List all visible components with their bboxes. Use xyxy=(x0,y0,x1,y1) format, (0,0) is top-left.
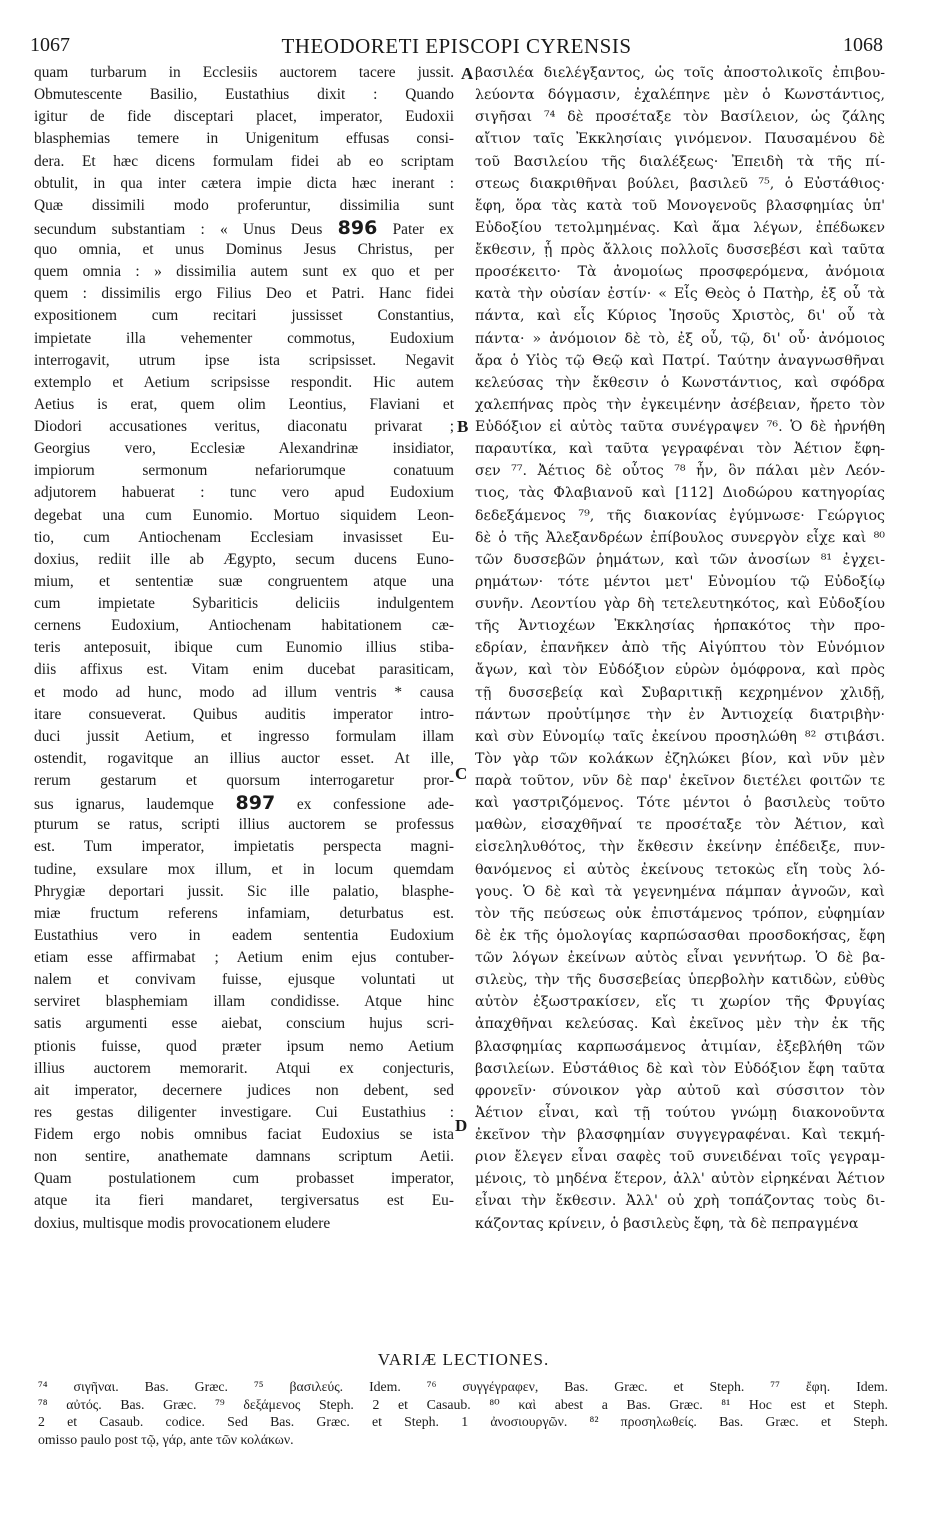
latin-text-line: illius auctorem memorarit. Atqui ex conjecturis, xyxy=(34,1059,454,1077)
latin-text-line: quam turbarum in Ecclesiis auctorem tacere jussit. xyxy=(34,64,454,81)
greek-text-line: τοῦ Βασιλείου τῆς διαλέξεως· Ἐπειδὴ τὰ τῆς πί- xyxy=(475,153,885,170)
latin-text-line: interrogavit, utrum ipse ista scripsisset. Negavit xyxy=(34,351,454,369)
latin-text-line: extemplo et Aetium scripsisse respondit. Hic autem xyxy=(34,373,454,391)
greek-text-line: Τὸν γὰρ τῶν κολάκων ἐζηλώκει βίον, καὶ νῦν μὲν xyxy=(475,750,885,767)
greek-text-line: δὲ ἐκ τῆς ὁμολογίας καρπώσασθαι προσδοκήσας, ἔφη xyxy=(475,927,885,944)
variae-lectiones-title: VARIÆ LECTIONES. xyxy=(377,1350,550,1369)
greek-text-line: ἔφη, ὅρα τὰς κατὰ τοῦ Μονογενοῦς βλασφημίας ὑπ' xyxy=(475,197,885,214)
greek-text-line: χαλεπήνας πρὸς τὴν ἐγκειμένην ἀσέβειαν, ἤρετο τὸν xyxy=(475,396,885,413)
greek-text-line: κατὰ τὴν οὐσίαν ἐστίν· « Εἷς Θεὸς ὁ Πατὴρ, ἐξ οὗ τὰ xyxy=(475,286,885,303)
latin-text-line: igitur de fide disceptari placet, imperator, Eudoxii xyxy=(34,108,454,126)
greek-text-line: καὶ γαστριζόμενος. Τότε μέντοι ὁ βασιλεὺς τοῦτο xyxy=(475,795,885,812)
greek-text-line: θανόμενος εἰ αὐτὸς ἐκείνους τετοκὼς εἴη τοὺς λό- xyxy=(475,861,885,878)
latin-text-line: Phrygiæ deportari jussit. Sic ille palatio, blasphe- xyxy=(34,882,454,900)
page-number-left: 1067 xyxy=(30,34,70,56)
column-number-marker: 896 xyxy=(337,216,378,239)
latin-text-line: Aetius is erat, quem olim Leontius, Flaviani et xyxy=(34,395,454,413)
latin-text-line: satis argumenti esse aiebat, conscium hujus scri- xyxy=(34,1015,454,1033)
latin-text-line: et modo ad hunc, modo ad illum ventris * causa xyxy=(34,683,454,701)
greek-text-line: ἐκεῖνον τὴν βλασφημίαν συγγεγραφέναι. Καὶ τεκμή- xyxy=(475,1127,885,1143)
latin-text-line: ptionis fuisse, quod præter ipsum nemo Aetium xyxy=(34,1037,454,1055)
column-number-marker: 897 xyxy=(235,792,276,815)
latin-text-line: Obmutescente Basilio, Eustathius dixit : Quando xyxy=(34,86,454,104)
greek-text-line: δὲ ὁ τῆς Ἀλεξανδρέων ἐπίβουλος συνεργὸν εἶχε καὶ ⁸⁰ xyxy=(475,529,885,546)
latin-text-line: ostendit, rogavitque an illius auctor esset. At ille, xyxy=(34,749,454,767)
latin-text-line: cernens Eudoxium, Antiochenam habitationem cæ- xyxy=(34,617,454,635)
greek-text-line: βασιλείων. Εὐστάθιος δὲ καὶ τὸν Εὐδόξιον ἔφη ταῦτα xyxy=(475,1060,885,1077)
greek-text-line: βασιλέα διελέγξαντος, ὡς τοῖς ἀποστολικοῖς ἐπιβου- xyxy=(475,65,885,81)
greek-text-line: εἶναι τὴν ἔκθεσιν. Ἀλλ' οὐ χρὴ τοπάζοντας τοὺς δι- xyxy=(475,1193,885,1210)
latin-text-column xyxy=(34,62,454,1346)
latin-text-line: quo omnia, et unus Dominus Jesus Christus, per xyxy=(34,241,454,258)
greek-text-line: σιγῆσαι ⁷⁴ δὲ προσέταξε τὸν Βασίλειον, ὡς ζάλης xyxy=(475,109,885,126)
latin-text-line: blasphemias temere in Unigenitum effusas consi- xyxy=(34,130,454,148)
latin-text-line: Fidem ergo nobis omnibus faciat Eudoxius se ista xyxy=(34,1126,454,1143)
greek-text-line: βλασφημίας καρπωσάμενος ἀτιμίαν, ἐξεβλήθη τῶν xyxy=(475,1038,885,1055)
margin-letter-a: A xyxy=(461,64,474,83)
greek-text-line: αὐτὸν ἐξωστρακίσεν, εἴς τι χωρίον τῆς Φρυγίας xyxy=(475,994,885,1011)
latin-text-line: expositionem cum recitari jussisset Constantius, xyxy=(34,307,454,325)
greek-text-line: ἄγων, καὶ τὸν Εὐδόξιον εὑρὼν ὁμόφρονα, καὶ πρὸς xyxy=(475,662,885,679)
margin-letter-d: D xyxy=(455,1116,468,1135)
greek-text-line: τὸν τῆς πεύσεως οὐκ ἐπιστάμενος τρόπον, εὐφημίαν xyxy=(475,905,885,922)
greek-text-line: γους. Ὁ δὲ καὶ τὰ γεγενημένα πάμπαν ἀγνοῶν, καὶ xyxy=(475,883,885,900)
greek-text-line: παρὰ τοῦτον, νῦν δὲ παρ' ἐκεῖνον διετέλει φοιτῶν τε xyxy=(475,773,885,789)
latin-text-line: atque ita fieri mandaret, tergiversatus est Eu- xyxy=(34,1192,454,1210)
greek-text-line: στεως διακριθῆναι βούλει, βασιλεῦ ⁷⁵, ὁ Εὐστάθιος· xyxy=(475,175,885,192)
margin-letter-b: B xyxy=(457,417,469,436)
latin-text-line: Quam postulationem cum probasset imperator, xyxy=(34,1170,454,1188)
greek-text-line: Εὐδόξιον εἰ αὐτὸς ταῦτα συνέγραψεν ⁷⁶. Ὁ δὲ ἠρνήθη xyxy=(475,419,885,435)
greek-text-line: παραυτίκα, καὶ ταῦτα γεγραφέναι τὸν Ἀέτιον ἔφη- xyxy=(475,441,885,458)
greek-text-line: εἰσεληλυθότος, τὴν ἔκθεσιν ἐκείνην ἐπέδειξε, πυν- xyxy=(475,839,885,856)
latin-text-line: Diodori accusationes veritus, diaconatu privarat ; xyxy=(34,418,454,435)
greek-text-line: ἀπαχθῆναι κελεύσας. Καὶ ἐκεῖνος μὲν τὴν ἐκ τῆς xyxy=(475,1016,885,1033)
latin-text-line: etiam esse affirmabat ; Aetium enim ejus contuber- xyxy=(34,949,454,966)
latin-text-line: duci jussit Aetium, et ingresso formulam illam xyxy=(34,727,454,745)
latin-text-line: impiorum sermonum nefariorumque conatuum xyxy=(34,462,454,480)
latin-text-line: obtulit, in qua inter cætera impie dicta hæc inerant : xyxy=(34,174,454,192)
greek-text-line: Ἀέτιον εἶναι, καὶ τῇ τούτου γνώμῃ διακονοῦντα xyxy=(475,1104,885,1121)
margin-letter-c: C xyxy=(455,764,468,783)
latin-text-line: teris anteposuit, ibique cum Eunomio illius stiba- xyxy=(34,639,454,657)
greek-text-line: πάντα· » ἀνόμοιον δὲ τὸ, ἐξ οὗ, τῷ, δι' οὗ· ἀνόμοιος xyxy=(475,330,885,347)
variant-note-line: omisso paulo post τῷ, γάρ, ante τῶν κολάκων. xyxy=(38,1431,294,1447)
greek-text-line: ρημάτων· τότε μέντοι μετ' Εὐνομίου τῷ Εὐδοξίῳ xyxy=(475,573,885,590)
latin-text-line: Quæ dissimili modo proferuntur, dissimilia sunt xyxy=(34,196,454,214)
latin-text-line: miæ fructum referens infamiam, deturbatus est. xyxy=(34,904,454,922)
latin-text-line: secundum substantiam : « Unus Deus 896 Pater ex xyxy=(34,216,454,239)
greek-text-line: Εὐδοξίου τετολμημένας. Καὶ ἅμα λέγων, ἐπέδωκεν xyxy=(475,219,885,236)
variant-note-line: 2 et Casaub. codice. Sed Bas. Græc. et Steph. 1 ἀνοσιουργῶν. ⁸² προσηλωθείς. Bas. Græc. et Steph. xyxy=(38,1414,888,1429)
variant-readings-notes xyxy=(38,1378,888,1448)
greek-text-line: φρονεῖν· σύνοικον γὰρ αὐτοῦ καὶ σύσσιτον τὸν xyxy=(475,1082,885,1099)
latin-text-line: tudine, exsulare mox illum, et in locum quemdam xyxy=(34,860,454,878)
greek-text-line: κάζοντας κρίνειν, ὁ βασιλεὺς ἔφη, τὰ δὲ πεπραγμένα xyxy=(475,1215,859,1232)
greek-text-line: κελεύσας τὴν ἔκθεσιν ὁ Κωνστάντιος, καὶ σφόδρα xyxy=(475,374,885,391)
latin-text-line: dera. Et hæc dicens formulam fidei ab eo scriptam xyxy=(34,152,454,170)
greek-text-line: δεδεξάμενος ⁷⁹, τῆς διακονίας ἐγύμνωσε· Γεώργιος xyxy=(475,507,885,524)
greek-text-line: αἴτιον ταῖς Ἐκκλησίαις γινόμενον. Παυσαμένου δὲ xyxy=(475,131,885,148)
latin-text-line: ait imperator, decernere judices non debent, sed xyxy=(34,1081,454,1099)
greek-text-line: πάντων προὐτίμησε τὴν ἐν Ἀντιοχείᾳ διατριβὴν· xyxy=(475,706,885,723)
greek-text-line: εδρίαν, ἐπανῆκεν ἀπὸ τῆς Αἰγύπτου τὸν Εὐνόμιον xyxy=(475,640,885,657)
greek-text-line: λεύοντα δόγμασιν, ἐχαλέπηνε μὲν ὁ Κωνστάντιος, xyxy=(475,87,885,104)
latin-text-line: quem omnia : » dissimilia autem sunt ex quo et per xyxy=(34,263,454,281)
latin-text-line: itare consueverat. Quibus auditis imperator intro- xyxy=(34,705,454,723)
latin-text-line: tio, cum Antiochenam Ecclesiam invasisset Eu- xyxy=(34,528,454,546)
latin-text-line: diis affixus est. Vitam enim ducebat parasiticam, xyxy=(34,661,454,679)
greek-text-line: σιλεὺς, τὴν τῆς δυσσεβείας ὑπερβολὴν κατιδὼν, εὐθὺς xyxy=(475,972,885,989)
greek-text-line: τῶν λόγων ἐκείνων αὐτὸς εἶναι γεννήτωρ. Ὁ δὲ βα- xyxy=(475,950,885,966)
page-number-right: 1068 xyxy=(843,34,883,56)
latin-text-line: mium, et sententiæ suæ congruentem atque una xyxy=(34,572,454,590)
latin-text-line: impietate illa vehementer commotus, Eudoxium xyxy=(34,329,454,347)
latin-text-line: cum impietate Sybariticis deliciis indulgentem xyxy=(34,595,454,612)
greek-text-line: σεν ⁷⁷. Ἀέτιος δὲ οὗτος ⁷⁸ ἦν, ὃν πάλαι μὲν Λεόν- xyxy=(475,463,885,480)
latin-text-line: pturum se ratus, scripti illius auctorem se professus xyxy=(34,816,454,834)
latin-text-line: quem : dissimilis ergo Filius Deo et Patri. Hanc fidei xyxy=(34,285,454,303)
greek-text-line: πάντα, καὶ εἷς Κύριος Ἰησοῦς Χριστὸς, δι' οὗ τὰ xyxy=(475,308,885,325)
latin-text-line: nalem et convivam fuisse, ejusque voluntati ut xyxy=(34,971,454,989)
greek-text-column xyxy=(475,62,885,1346)
latin-text-line: est. Tum imperator, impietatis perspecta magni- xyxy=(34,838,454,856)
greek-text-line: τιος, τὰς Φλαβιανοῦ καὶ [112] Διοδώρου κατηγορίας xyxy=(475,485,885,502)
latin-text-line: sus ignarus, laudemque 897 ex confessione ade- xyxy=(34,792,454,815)
latin-text-line: degebat una cum Eunomio. Mortuo siquidem Leon- xyxy=(34,506,454,524)
greek-text-line: ἄρα ὁ Υἱὸς τῷ Θεῷ καὶ Πατρί. Ταύτην ἀναγνωσθῆναι xyxy=(475,352,885,369)
variant-note-line: ⁷⁸ αὐτός. Bas. Græc. ⁷⁹ δεξάμενος Steph. 2 et Casaub. ⁸⁰ καὶ abest a Bas. Græc. ⁸¹ Hoc est et Steph. xyxy=(38,1396,888,1412)
latin-text-line: rerum gestarum et quorsum interrogaretur pror- xyxy=(34,772,454,789)
greek-text-line: προσέκειτο· Τὰ ἀνομοίως προσφερόμενα, ἀνόμοια xyxy=(475,264,885,281)
greek-text-line: μαθὼν, εἰσαχθῆναί τε προσέταξε τὸν Ἀέτιον, καὶ xyxy=(475,817,885,834)
greek-text-line: μένοις, τὸ μηδένα ἕτερον, ἀλλ' αὐτὸν εἰρηκέναι Ἀέτιον xyxy=(475,1171,885,1188)
greek-text-line: ἔκθεσιν, ᾗ πρὸς ἄλλοις πολλοῖς δυσσεβέσι καὶ ταῦτα xyxy=(475,242,885,258)
latin-text-line: doxius, rediit ille ab Ægypto, secum ducens Euno- xyxy=(34,550,454,568)
latin-text-line: res gestas diligenter investigare. Cui Eustathius : xyxy=(34,1103,454,1121)
greek-text-line: τῶν δυσσεβῶν ῥημάτων, καὶ τῶν ἀνοσίων ⁸¹ ἐγχει- xyxy=(475,551,885,568)
running-title: THEODORETI EPISCOPI CYRENSIS xyxy=(281,34,632,58)
greek-text-line: τῇ δυσσεβείᾳ καὶ Συβαριτικῇ κεχρημένον χλιδῇ, xyxy=(475,684,885,701)
running-head xyxy=(30,34,883,60)
latin-text-line: non sentire, anathemate damnans scriptum Aetii. xyxy=(34,1148,454,1166)
variant-note-line: ⁷⁴ σιγῆναι. Bas. Græc. ⁷⁵ βασιλεύς. Idem. ⁷⁶ συγγέγραφεν, Bas. Græc. et Steph. ⁷⁷ ἔφη. Idem. xyxy=(38,1379,888,1394)
latin-text-line: doxius, multisque modis provocationem eludere xyxy=(34,1214,331,1232)
latin-text-line: Eustathius vero in eadem sententia Eudoxium xyxy=(34,926,454,944)
greek-text-line: τῆς Ἀντιοχέων Ἐκκλησίας ἡρπακότος τὴν προ- xyxy=(475,618,885,635)
latin-text-line: adjutorem habuerat : tunc vero apud Eudoxium xyxy=(34,484,454,502)
greek-text-line: ριον ἔλεγεν εἶναι σαφὲς τοῦ συνειδέναι τοῖς γεγραμ- xyxy=(475,1149,885,1166)
greek-text-line: καὶ σὺν Εὐνομίῳ ταῖς ἐκείνου προσηλώθη ⁸² στιβάσι. xyxy=(475,728,885,745)
latin-text-line: serviret blasphemiam illam condidisse. Atque hinc xyxy=(34,993,454,1011)
greek-text-line: συνῆν. Λεοντίου γὰρ δὴ τετελευτηκότος, καὶ Εὐδοξίου xyxy=(475,596,885,612)
latin-text-line: Georgius vero, Ecclesiæ Alexandrinæ insidiator, xyxy=(34,440,454,458)
